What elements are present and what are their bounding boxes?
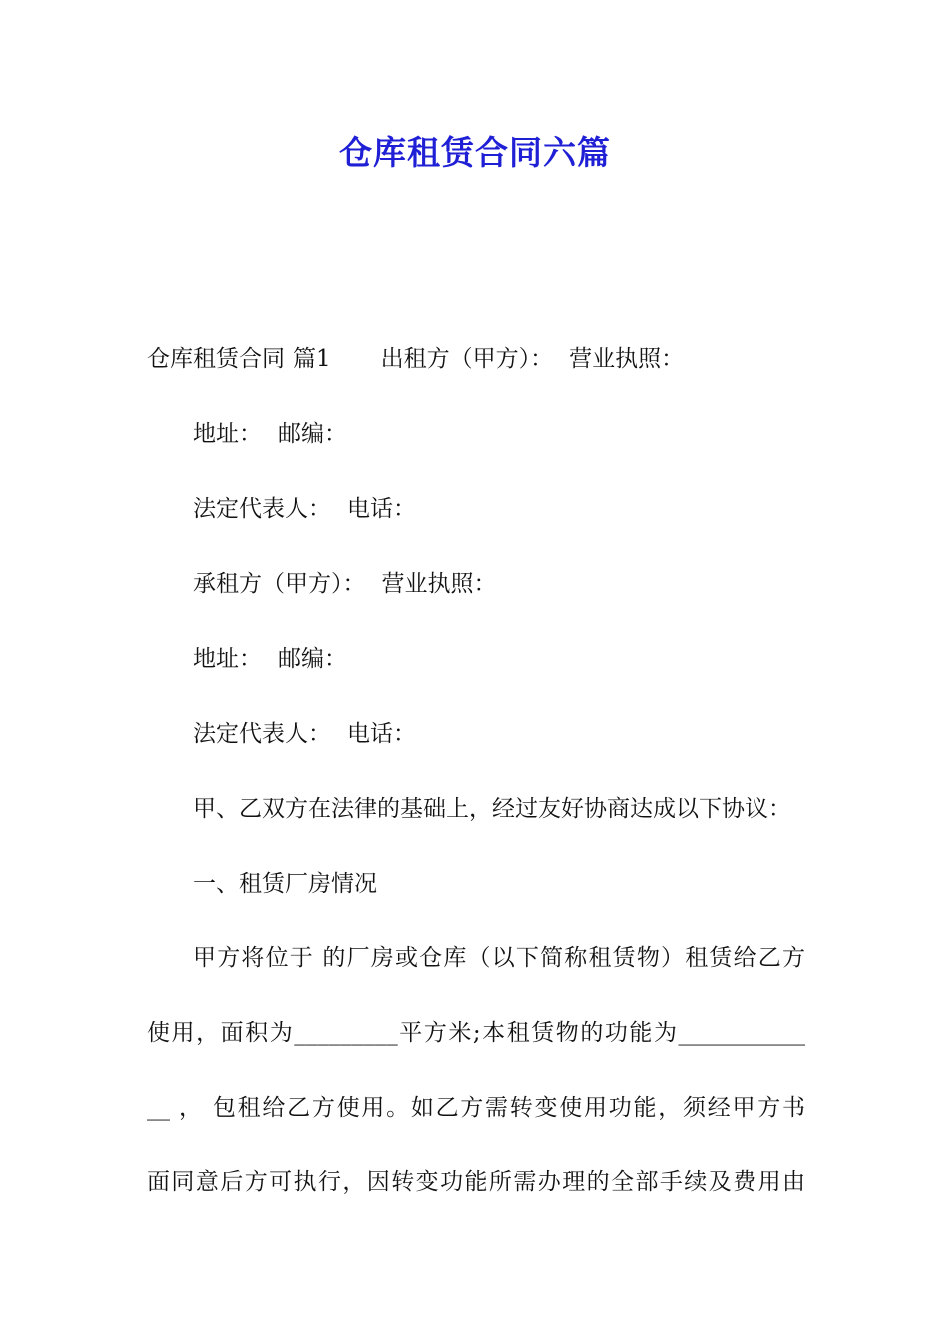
- contract-label: 仓库租赁合同: [147, 346, 285, 372]
- phone-label: 电话：: [347, 496, 416, 522]
- lessor-party-label: 出租方（甲方）：: [380, 346, 554, 372]
- lessee-line: [193, 566, 497, 602]
- article-number: 篇1: [293, 346, 331, 372]
- legal-rep-label: 法定代表人：: [193, 721, 331, 747]
- lessor-license-label: 营业执照：: [569, 346, 685, 372]
- phone-label: 电话：: [347, 721, 416, 747]
- section-paragraph-line: __ ， 包租给乙方使用。如乙方需转变使用功能，须经甲方书: [147, 1095, 805, 1121]
- section-heading: 一、租赁厂房情况: [193, 871, 377, 897]
- lessor-rep-line: [193, 491, 416, 527]
- section-paragraph-line: 甲方将位于 的厂房或仓库（以下简称租赁物）租赁给乙方: [193, 945, 805, 971]
- legal-rep-label: 法定代表人：: [193, 496, 331, 522]
- section-paragraph-line: 使用，面积为_________平方米;本租赁物的功能为___________: [147, 1020, 805, 1046]
- lessee-license-label: 营业执照：: [381, 571, 497, 597]
- lessor-address-line: [193, 416, 347, 452]
- agreement-intro: 甲、乙双方在法律的基础上，经过友好协商达成以下协议：: [193, 796, 791, 822]
- lessee-party-label: 承租方（甲方）：: [193, 571, 366, 597]
- postcode-label: 邮编：: [278, 646, 347, 672]
- lessee-rep-line: [193, 716, 416, 752]
- postcode-label: 邮编：: [278, 421, 347, 447]
- contract-heading-line: [147, 341, 805, 377]
- lessee-address-line: [193, 641, 347, 677]
- address-label: 地址：: [193, 646, 262, 672]
- document-title: 仓库租赁合同六篇: [339, 133, 611, 172]
- address-label: 地址：: [193, 421, 262, 447]
- section-paragraph-line: 面同意后方可执行，因转变功能所需办理的全部手续及费用由: [147, 1169, 805, 1195]
